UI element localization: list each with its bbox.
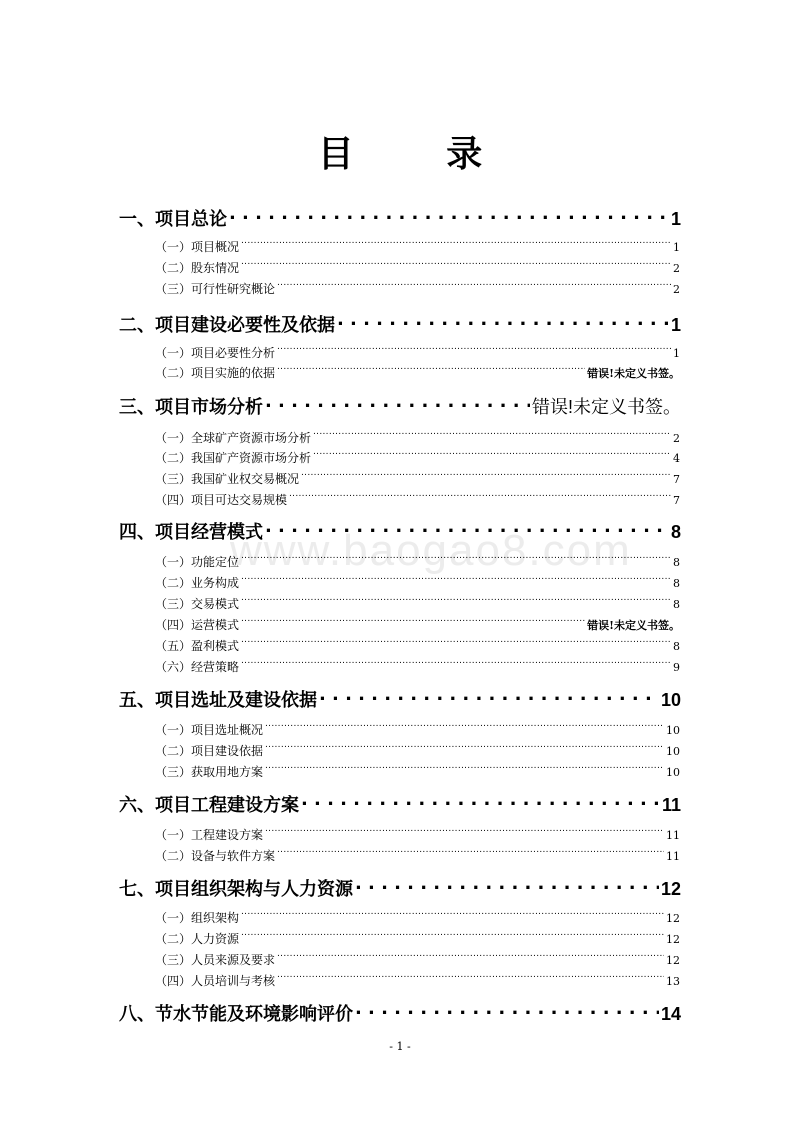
toc-page-number: 8	[673, 640, 680, 653]
toc-entry-label: （二）项目建设依据	[155, 744, 264, 758]
toc-leader-dots	[241, 257, 671, 272]
toc-chapter-entry[interactable]	[119, 516, 681, 542]
toc-entry-label: （四）项目可达交易规模	[155, 493, 288, 507]
toc-entry-label: （二）人力资源	[155, 932, 240, 946]
toc-leader-dots	[265, 391, 530, 413]
toc-section-entry[interactable]	[155, 656, 680, 674]
toc-page-number: 4	[673, 452, 680, 465]
toc-entry-label: （三）人员来源及要求	[155, 953, 276, 967]
toc-page-number: 2	[673, 262, 680, 275]
toc-leader-dots	[289, 489, 671, 504]
toc-leader-dots	[301, 468, 671, 483]
toc-bookmark-error: 错误!未定义书签。	[587, 367, 680, 380]
toc-leader-dots	[265, 740, 664, 755]
toc-section-entry[interactable]	[155, 551, 680, 569]
toc-chapter-entry[interactable]	[119, 684, 681, 710]
toc-page-number: 10	[666, 724, 680, 737]
toc-leader-dots	[301, 789, 660, 811]
toc-leader-dots	[241, 236, 671, 251]
toc-page-number: 8	[670, 522, 681, 542]
toc-page-number: 10	[666, 745, 680, 758]
toc-page-number: 7	[673, 473, 680, 486]
toc-entry-label: （一）工程建设方案	[155, 828, 264, 842]
toc-section-entry[interactable]	[155, 489, 680, 507]
toc-entry-label: 一、项目总论	[119, 209, 227, 229]
toc-section-entry[interactable]	[155, 928, 680, 946]
toc-leader-dots	[313, 427, 671, 442]
toc-section-entry[interactable]	[155, 427, 680, 445]
toc-leader-dots	[313, 447, 671, 462]
toc-section-entry[interactable]	[155, 614, 680, 632]
toc-page-number: 12	[666, 933, 680, 946]
toc-section-entry[interactable]	[155, 824, 680, 842]
toc-page-number: 10	[660, 690, 681, 710]
toc-entry-label: （一）功能定位	[155, 555, 240, 569]
toc-page-number: 13	[666, 975, 680, 988]
toc-page-number: 11	[666, 829, 680, 842]
toc-leader-dots	[265, 761, 664, 776]
toc-entry-label: （六）经营策略	[155, 660, 240, 674]
toc-leader-dots	[265, 719, 664, 734]
toc-page-number: 12	[666, 954, 680, 967]
toc-section-entry[interactable]	[155, 468, 680, 486]
toc-section-entry[interactable]	[155, 635, 680, 653]
toc-leader-dots	[277, 949, 664, 964]
toc-chapter-entry[interactable]	[119, 789, 681, 815]
toc-page-number: 7	[673, 494, 680, 507]
toc-leader-dots	[229, 203, 669, 225]
toc-leader-dots	[241, 614, 585, 629]
toc-page-number: 9	[673, 661, 680, 674]
toc-entry-label: （三）获取用地方案	[155, 765, 264, 779]
toc-entry-label: （二）股东情况	[155, 261, 240, 275]
toc-entry-label: （一）项目必要性分析	[155, 346, 276, 360]
toc-bookmark-error: 错误!未定义书签。	[587, 619, 680, 632]
toc-leader-dots	[241, 551, 671, 566]
toc-entry-label: 七、项目组织架构与人力资源	[119, 879, 353, 899]
toc-entry-label: （一）组织架构	[155, 911, 240, 925]
toc-page-number: 1	[673, 241, 680, 254]
toc-leader-dots	[277, 362, 585, 377]
toc-page-number: 12	[660, 879, 681, 899]
toc-section-entry[interactable]	[155, 447, 680, 465]
toc-entry-label: （四）人员培训与考核	[155, 974, 276, 988]
toc-section-entry[interactable]	[155, 907, 680, 925]
toc-chapter-entry[interactable]	[119, 391, 681, 417]
toc-page-number: 8	[673, 556, 680, 569]
toc-page-number: 1	[673, 347, 680, 360]
toc-page-number: 8	[673, 598, 680, 611]
toc-leader-dots	[337, 309, 669, 331]
toc-leader-dots	[277, 278, 671, 293]
toc-entry-label: 八、节水节能及环境影响评价	[119, 1004, 353, 1024]
toc-section-entry[interactable]	[155, 342, 680, 360]
toc-entry-label: 三、项目市场分析	[119, 397, 263, 417]
toc-section-entry[interactable]	[155, 593, 680, 611]
toc-entry-label: （一）项目概况	[155, 240, 240, 254]
toc-section-entry[interactable]	[155, 845, 680, 863]
toc-section-entry[interactable]	[155, 278, 680, 296]
toc-chapter-entry[interactable]	[119, 203, 681, 229]
toc-page-number: 1	[670, 315, 681, 335]
toc-entry-label: 五、项目选址及建设依据	[119, 690, 317, 710]
toc-section-entry[interactable]	[155, 970, 680, 988]
toc-leader-dots	[241, 907, 664, 922]
toc-entry-label: （三）可行性研究概论	[155, 282, 276, 296]
toc-entry-label: 二、项目建设必要性及依据	[119, 315, 335, 335]
toc-page-number: 12	[666, 912, 680, 925]
toc-entry-label: 六、项目工程建设方案	[119, 795, 299, 815]
toc-section-entry[interactable]	[155, 572, 680, 590]
toc-page-number: 14	[660, 1004, 681, 1024]
toc-chapter-entry[interactable]	[119, 998, 681, 1024]
toc-section-entry[interactable]	[155, 257, 680, 275]
page-number-footer: - 1 -	[389, 1040, 411, 1053]
toc-leader-dots	[355, 998, 659, 1020]
toc-entry-label: （二）设备与软件方案	[155, 849, 276, 863]
toc-leader-dots	[265, 516, 669, 538]
toc-entry-label: （三）我国矿业权交易概况	[155, 472, 300, 486]
toc-leader-dots	[319, 684, 659, 706]
toc-leader-dots	[241, 928, 664, 943]
toc-entry-label: （二）业务构成	[155, 576, 240, 590]
toc-leader-dots	[355, 873, 659, 895]
toc-leader-dots	[265, 824, 664, 839]
toc-section-entry[interactable]	[155, 740, 680, 758]
toc-page-number: 1	[670, 209, 681, 229]
toc-entry-label: （一）全球矿产资源市场分析	[155, 431, 312, 445]
watermark: www.baogao8.com	[230, 526, 632, 575]
toc-entry-label: （一）项目选址概况	[155, 723, 264, 737]
toc-leader-dots	[241, 656, 671, 671]
toc-chapter-entry[interactable]	[119, 309, 681, 335]
toc-page-number: 8	[673, 577, 680, 590]
toc-leader-dots	[241, 635, 671, 650]
toc-entry-label: 四、项目经营模式	[119, 522, 263, 542]
toc-entry-label: （二）项目实施的依据	[155, 366, 276, 380]
toc-entry-label: （三）交易模式	[155, 597, 240, 611]
toc-section-entry[interactable]	[155, 761, 680, 779]
toc-leader-dots	[277, 845, 664, 860]
toc-leader-dots	[241, 572, 671, 587]
toc-page-number: 2	[673, 283, 680, 296]
toc-entry-label: （五）盈利模式	[155, 639, 240, 653]
toc-section-entry[interactable]	[155, 949, 680, 967]
toc-leader-dots	[277, 342, 671, 357]
toc-page-number: 11	[661, 795, 681, 815]
toc-page-number: 10	[666, 766, 680, 779]
page-title: 目 录	[317, 134, 523, 175]
toc-page-number: 11	[666, 850, 680, 863]
toc-page-number: 2	[673, 432, 680, 445]
toc-section-entry[interactable]	[155, 236, 680, 254]
toc-section-entry[interactable]	[155, 719, 680, 737]
toc-chapter-entry[interactable]	[119, 873, 681, 899]
toc-leader-dots	[277, 970, 664, 985]
toc-section-entry[interactable]	[155, 362, 680, 380]
toc-entry-label: （二）我国矿产资源市场分析	[155, 451, 312, 465]
toc-leader-dots	[241, 593, 671, 608]
toc-bookmark-error: 错误!未定义书签。	[531, 397, 681, 417]
toc-entry-label: （四）运营模式	[155, 618, 240, 632]
